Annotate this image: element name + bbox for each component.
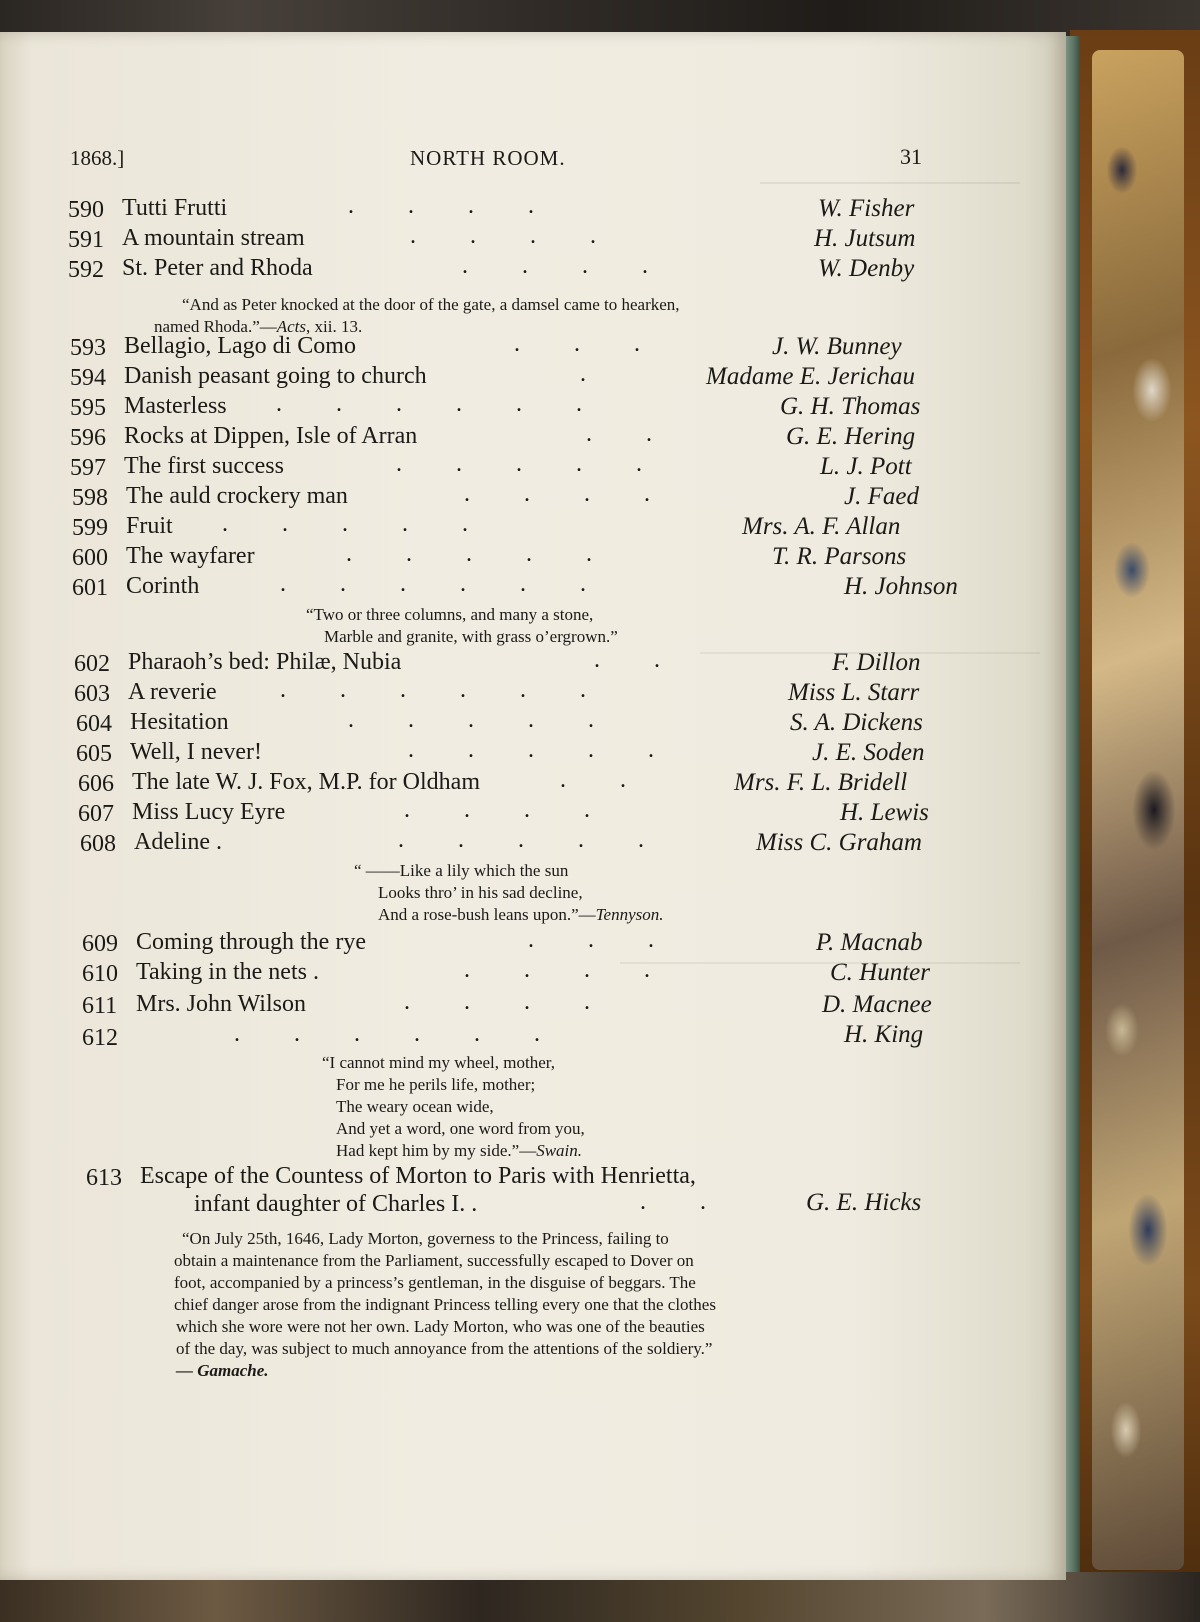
quote-line: Had kept him by my side.”—Swain. — [336, 1141, 583, 1160]
dot-leaders: . . . . . . — [280, 677, 586, 703]
quote-attribution: — Gamache. — [176, 1361, 269, 1380]
entry-number: 593 — [70, 335, 106, 361]
quote-line: “ ——Like a lily which the sun — [354, 861, 569, 880]
entry-title: Tutti Frutti — [122, 195, 228, 221]
entry-artist: Miss C. Graham — [756, 829, 922, 856]
marbled-endpaper — [1092, 50, 1184, 1570]
entry-number: 612 — [82, 1025, 118, 1051]
entry-number: 597 — [70, 455, 106, 481]
entry-number: 598 — [72, 485, 108, 511]
entry-title: Escape of the Countess of Morton to Paris with Henrietta, — [140, 1163, 696, 1189]
entry-title: Miss Lucy Eyre — [132, 799, 286, 825]
entry-artist: W. Denby — [818, 255, 915, 282]
dot-leaders: . . . . — [462, 253, 648, 279]
quote-line: Looks thro’ in his sad decline, — [378, 883, 583, 902]
dot-leaders: . . . . . — [346, 541, 592, 567]
entry-title: Taking in the nets . — [136, 959, 319, 985]
entry-title: Rocks at Dippen, Isle of Arran — [124, 423, 418, 449]
entry-number: 591 — [68, 227, 104, 253]
entry-number: 596 — [70, 425, 106, 451]
entry-title: The first success — [124, 453, 284, 479]
entry-title: Fruit — [126, 513, 173, 539]
quote-line: “I cannot mind my wheel, mother, — [322, 1053, 556, 1072]
entry-number: 605 — [76, 741, 112, 767]
quote-line: “And as Peter knocked at the door of the gate, a damsel came to hearken, — [182, 295, 680, 314]
dot-leaders: . — [580, 361, 586, 387]
entry-title: A reverie — [128, 679, 217, 705]
dot-leaders: . . . . — [464, 481, 650, 507]
entry-artist: J. W. Bunney — [772, 333, 902, 360]
entry-number: 608 — [80, 831, 116, 857]
dot-leaders: . . — [560, 767, 626, 793]
quote-line: Marble and granite, with grass o’ergrown.” — [324, 627, 618, 646]
quote-line: “Two or three columns, and many a stone, — [306, 605, 594, 624]
quote-line: foot, accompanied by a princess’s gentleman, in the disguise of beggars. The — [174, 1273, 696, 1292]
quote-line: which she wore were not her own. Lady Morton, who was one of the beauties — [176, 1317, 705, 1336]
dot-leaders: . . . . . . — [276, 391, 582, 417]
entry-artist: Mrs. F. L. Bridell — [734, 769, 908, 796]
quote-line: named Rhoda.”—Acts, xii. 13. — [154, 317, 363, 336]
entry-title: Bellagio, Lago di Como — [124, 333, 356, 359]
entry-artist: F. Dillon — [832, 649, 921, 676]
dot-leaders: . . — [594, 647, 660, 673]
dot-leaders: . . . . . — [398, 827, 644, 853]
entry-number: 600 — [72, 545, 108, 571]
entry-number: 604 — [76, 711, 112, 737]
entry-number: 590 — [68, 197, 104, 223]
entry-number: 610 — [82, 961, 118, 987]
entry-title: A mountain stream — [122, 225, 305, 251]
entry-artist: Mrs. A. F. Allan — [742, 513, 901, 540]
entry-title: Masterless — [124, 393, 227, 419]
entry-number: 603 — [74, 681, 110, 707]
dot-leaders: . . — [640, 1189, 706, 1215]
entry-title: St. Peter and Rhoda — [122, 255, 313, 281]
entry-title: Mrs. John Wilson — [136, 991, 306, 1017]
entry-number: 595 — [70, 395, 106, 421]
dot-leaders: . . — [586, 421, 652, 447]
entry-artist: L. J. Pott — [820, 453, 912, 480]
entry-number: 594 — [70, 365, 106, 391]
entry-artist: D. Macnee — [822, 991, 932, 1018]
entry-title: The auld crockery man — [126, 483, 348, 509]
entry-artist: C. Hunter — [830, 959, 930, 986]
entry-number: 613 — [86, 1165, 122, 1191]
entry-title: Corinth — [126, 573, 200, 599]
quote-line: And yet a word, one word from you, — [336, 1119, 585, 1138]
entry-number: 599 — [72, 515, 108, 541]
dot-leaders: . . . . . — [408, 737, 654, 763]
entry-artist: H. King — [844, 1021, 924, 1048]
entry-title: Adeline . — [134, 829, 222, 855]
dot-leaders: . . . . — [404, 797, 590, 823]
quote-line: obtain a maintenance from the Parliament, successfully escaped to Dover on — [174, 1251, 694, 1270]
entry-artist: W. Fisher — [818, 195, 915, 222]
quote-line: of the day, was subject to much annoyance from the attentions of the soldiery.” — [176, 1339, 713, 1358]
entry-artist: G. H. Thomas — [780, 393, 921, 420]
entry-title-continuation: infant daughter of Charles I. . — [194, 1191, 478, 1217]
entry-artist: H. Johnson — [844, 573, 958, 600]
catalogue-page — [0, 32, 1066, 1580]
entry-artist: J. E. Soden — [812, 739, 925, 766]
quote-line: chief danger arose from the indignant Princess telling every one that the clothes — [174, 1295, 716, 1314]
entry-title: The late W. J. Fox, M.P. for Oldham — [132, 769, 480, 795]
page-number: 31 — [900, 144, 922, 169]
entry-title: Well, I never! — [130, 739, 262, 765]
entry-number: 602 — [74, 651, 110, 677]
entry-title: Pharaoh’s bed: Philæ, Nubia — [128, 649, 402, 675]
header-year: 1868.] — [70, 146, 125, 170]
entry-artist: H. Jutsum — [814, 225, 916, 252]
entry-artist: J. Faed — [844, 483, 919, 510]
dot-leaders: . . . — [528, 927, 654, 953]
entry-number: 609 — [82, 931, 118, 957]
entry-artist: P. Macnab — [816, 929, 923, 956]
header-title: NORTH ROOM. — [410, 146, 566, 170]
dot-leaders: . . . . . — [348, 707, 594, 733]
quote-line: And a rose-bush leans upon.”—Tennyson. — [378, 905, 664, 924]
entry-artist: Miss L. Starr — [788, 679, 920, 706]
dot-leaders: . . . . . . — [280, 571, 586, 597]
dot-leaders: . . . . — [348, 193, 534, 219]
quote-line: For me he perils life, mother; — [336, 1075, 536, 1094]
entry-artist: T. R. Parsons — [772, 543, 907, 570]
entry-title: Danish peasant going to church — [124, 363, 427, 389]
quote-line: The weary ocean wide, — [336, 1097, 494, 1116]
dot-leaders: . . . . — [410, 223, 596, 249]
entry-number: 601 — [72, 575, 108, 601]
entry-number: 611 — [82, 993, 118, 1019]
dot-leaders: . . . . . . — [234, 1021, 540, 1047]
entry-title: Coming through the rye — [136, 929, 366, 955]
quote-line: “On July 25th, 1646, Lady Morton, governess to the Princess, failing to — [182, 1229, 669, 1248]
dot-leaders: . . . . — [464, 957, 650, 983]
dot-leaders: . . . — [514, 331, 640, 357]
entry-number: 606 — [78, 771, 114, 797]
entry-artist: G. E. Hicks — [806, 1189, 922, 1216]
entry-artist: G. E. Hering — [786, 423, 916, 450]
entry-title: The wayfarer — [126, 543, 255, 569]
entry-title: Hesitation — [130, 709, 229, 735]
entry-artist: Madame E. Jerichau — [706, 363, 915, 390]
dot-leaders: . . . . . — [396, 451, 642, 477]
entry-artist: S. A. Dickens — [790, 709, 923, 736]
entry-artist: H. Lewis — [840, 799, 929, 826]
dot-leaders: . . . . . — [222, 511, 468, 537]
entry-number: 592 — [68, 257, 104, 283]
entry-number: 607 — [78, 801, 114, 827]
dot-leaders: . . . . — [404, 989, 590, 1015]
